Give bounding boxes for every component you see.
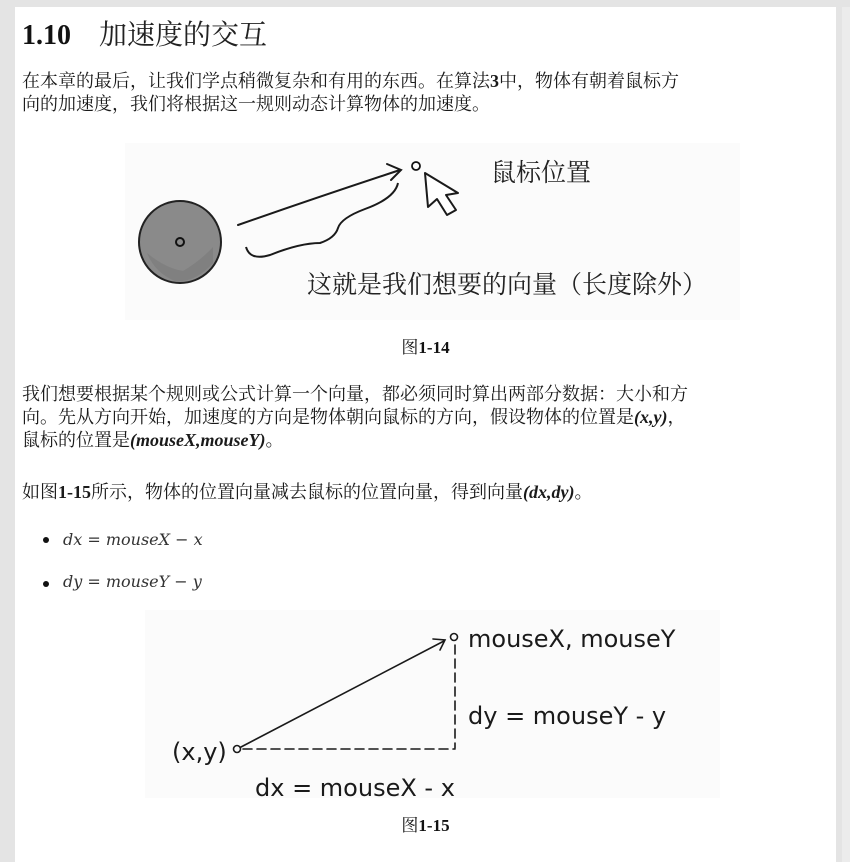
caption-number: 1-15 bbox=[418, 816, 450, 835]
text: ， bbox=[667, 407, 686, 428]
label-mouse-position: 鼠标位置 bbox=[491, 158, 592, 187]
object-position: (x,y) bbox=[634, 407, 668, 427]
section-heading bbox=[22, 15, 267, 56]
vector-dxdy: (dx,dy) bbox=[523, 482, 575, 502]
caption-number: 1-14 bbox=[418, 338, 450, 357]
text: 鼠标的位置是 bbox=[22, 430, 130, 451]
formula-text: dx = mouseX − x bbox=[63, 530, 203, 549]
caption-prefix: 图 bbox=[401, 338, 419, 358]
label-dx: dx = mouseX - x bbox=[255, 774, 455, 798]
formula-list bbox=[43, 530, 203, 614]
mouse-position: (mouseX,mouseY) bbox=[130, 430, 266, 450]
label-vector: 这就是我们想要的向量（长度除外） bbox=[307, 270, 708, 299]
formula-text: dy = mouseY − y bbox=[63, 572, 202, 591]
text: 如图 bbox=[22, 482, 58, 503]
origin-point-icon bbox=[234, 746, 241, 753]
section-title: 加速度的交互 bbox=[99, 18, 268, 51]
figure-1-14 bbox=[125, 143, 740, 320]
mouse-point-icon bbox=[412, 162, 420, 170]
text: 在本章的最后，让我们学点稍微复杂和有用的东西。在算法 bbox=[22, 71, 490, 92]
direction-paragraph bbox=[22, 383, 830, 452]
vector-arrow-icon bbox=[238, 164, 401, 225]
figure-1-15-sketch bbox=[145, 610, 720, 798]
ball-icon bbox=[139, 201, 221, 283]
formula-dy bbox=[43, 572, 203, 592]
direction-line-3 bbox=[22, 429, 830, 452]
caption-prefix: 图 bbox=[401, 816, 419, 836]
bullet-icon bbox=[43, 537, 49, 543]
bullet-icon bbox=[43, 581, 49, 587]
text: 。 bbox=[574, 482, 593, 503]
subtract-paragraph bbox=[22, 481, 830, 504]
formula-dx bbox=[43, 530, 203, 550]
mouse-point-icon bbox=[451, 634, 458, 641]
document-page bbox=[15, 7, 836, 862]
algorithm-number: 3 bbox=[490, 71, 499, 91]
intro-line-2: 向的加速度，我们将根据这一规则动态计算物体的加速度。 bbox=[22, 94, 490, 115]
scrollbar-track[interactable] bbox=[842, 7, 850, 862]
intro-paragraph bbox=[22, 70, 830, 116]
brace-icon bbox=[246, 183, 398, 257]
figure-1-14-sketch bbox=[125, 143, 740, 320]
section-number: 1.10 bbox=[22, 20, 71, 51]
vector-arrow-icon bbox=[241, 641, 444, 747]
mouse-cursor-icon bbox=[425, 173, 458, 215]
figure-1-14-caption bbox=[15, 337, 836, 359]
intro-line-1 bbox=[22, 70, 830, 93]
figure-1-15 bbox=[145, 610, 720, 798]
label-dy: dy = mouseY - y bbox=[468, 702, 667, 730]
text: 中，物体有朝着鼠标方 bbox=[499, 71, 679, 92]
figure-reference: 1-15 bbox=[58, 482, 91, 502]
direction-line-1: 我们想要根据某个规则或公式计算一个向量，都必须同时算出两部分数据：大小和方 bbox=[22, 384, 688, 405]
direction-line-2 bbox=[22, 406, 830, 429]
text: 向。先从方向开始，加速度的方向是物体朝向鼠标的方向，假设物体的位置是 bbox=[22, 407, 634, 428]
text: 。 bbox=[265, 430, 284, 451]
label-origin: (x,y) bbox=[172, 738, 227, 766]
text: 所示，物体的位置向量减去鼠标的位置向量，得到向量 bbox=[91, 482, 523, 503]
figure-1-15-caption bbox=[15, 815, 836, 837]
label-mouse-coords: mouseX, mouseY bbox=[468, 625, 676, 653]
